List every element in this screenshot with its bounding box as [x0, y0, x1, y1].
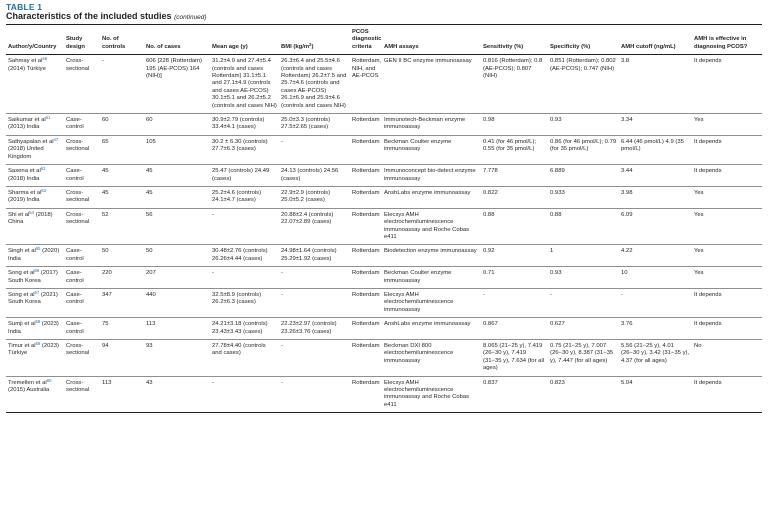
cell-age: 30.2 ± 6.30 (controls) 27.7±6.3 (cases) — [210, 135, 279, 164]
cell-bmi: 24.13 (controls) 24.56 (cases) — [279, 165, 350, 187]
cell-specificity: 0.933 — [548, 186, 619, 208]
cell-cases: 606 [228 (Rotterdam) 195 (AE-PCOS) 164 (NIH)] — [144, 55, 210, 114]
cell-author — [6, 114, 64, 136]
cell-design: Case-control — [64, 267, 100, 289]
cell-sensitivity: 0.71 — [481, 267, 548, 289]
cell-bmi: - — [279, 376, 350, 413]
table-body — [6, 55, 762, 413]
cell-cases: 440 — [144, 288, 210, 317]
table-row — [6, 165, 762, 187]
cell-author — [6, 208, 64, 245]
ref-link[interactable]: 56 — [34, 268, 40, 274]
cell-sensitivity: 0.867 — [481, 318, 548, 340]
cell-specificity: 0.851 (Rotterdam); 0.802 (AE-PCOS); 0.747 (NIH) — [548, 55, 619, 114]
cell-bmi: 20.88±2.4 (controls) 22.07±2.89 (cases) — [279, 208, 350, 245]
header-row — [6, 25, 762, 55]
author-name: Song et al — [8, 291, 35, 298]
cell-specificity: 0.75 (21−25 y), 7.007 (26−30 y), 8.387 (31−35 y), 7.447 (for all ages) — [548, 340, 619, 377]
cell-specificity: - — [548, 288, 619, 317]
col-header-controls: No. of controls — [100, 25, 144, 55]
cell-cases: 56 — [144, 208, 210, 245]
col-header-bmi — [279, 25, 350, 55]
cell-sensitivity: 0.92 — [481, 245, 548, 267]
col-header-cutoff: AMH cutoff (ng/mL) — [619, 25, 692, 55]
cell-effective: It depends — [692, 288, 762, 317]
cell-amh: Beckman DXI 800 electrochemiluminescence immunoassay — [382, 340, 481, 377]
cell-author — [6, 376, 64, 413]
cell-design: Cross-sectional — [64, 208, 100, 245]
cell-design: Cross-sectional — [64, 55, 100, 114]
cell-pcos: Rotterdam — [350, 114, 382, 136]
cell-effective: No — [692, 340, 762, 377]
cell-age: 30.9±2.79 (controls) 33.4±4.1 (cases) — [210, 114, 279, 136]
cell-controls: 94 — [100, 340, 144, 377]
author-year-country: (2023) Türkiye — [8, 343, 59, 357]
author-name: Sahmay et al — [8, 58, 43, 65]
author-name: Sumji et al — [8, 321, 36, 328]
cell-age: 24.21±3.18 (controls) 23.43±3.43 (cases) — [210, 318, 279, 340]
cell-effective: Yes — [692, 267, 762, 289]
cell-bmi: 22.9±2.9 (controls) 25.0±5.2 (cases) — [279, 186, 350, 208]
col-header-age: Mean age (y) — [210, 25, 279, 55]
table-label: TABLE 1 — [6, 2, 43, 12]
cell-design: Case-control — [64, 245, 100, 267]
author-name: Shi et al — [8, 211, 30, 218]
cell-controls: 45 — [100, 186, 144, 208]
cell-bmi: 24.98±1.64 (controls) 25.29±1.92 (cases) — [279, 245, 350, 267]
studies-table — [6, 25, 762, 413]
bmi-header-text: BMI (kg/m — [281, 43, 310, 50]
col-header-effective: AMH is effective in diagnosing PCOS? — [692, 25, 762, 55]
author-year-country: (2021) South Korea — [8, 291, 58, 306]
cell-author — [6, 165, 64, 187]
author-year-country: (2020) India — [8, 248, 60, 262]
cell-bmi: 26.3±6.4 and 25.5±4.6 (controls and cases Rotterdam) 26.2±7.5 and 25.7±4.6 (controls and cases AE-PCOS) 26.1±6.9 and 25.9±4.6 (controls and cases NIH) — [279, 55, 350, 114]
cell-pcos: Rotterdam — [350, 267, 382, 289]
table-row — [6, 340, 762, 377]
table-row — [6, 245, 762, 267]
col-header-cases: No. of cases — [144, 25, 210, 55]
cell-cutoff: 5.04 — [619, 376, 692, 413]
cell-author — [6, 318, 64, 340]
cell-pcos: Rotterdam — [350, 135, 382, 164]
cell-sensitivity: 0.816 (Rotterdam); 0.8 (AE-PCOS); 0.807 (NIH) — [481, 55, 548, 114]
author-year-country: (2019) India — [8, 197, 40, 204]
ref-link[interactable]: 59 — [35, 341, 41, 346]
ref-link[interactable]: 60 — [46, 377, 52, 383]
ref-link[interactable]: 53 — [41, 187, 47, 193]
cell-sensitivity: 0.837 — [481, 376, 548, 413]
cell-age: - — [210, 267, 279, 289]
cell-author — [6, 55, 64, 114]
cell-bmi: 22.23±2.97 (controls) 23.26±3.76 (cases) — [279, 318, 350, 340]
cell-cases: 207 — [144, 267, 210, 289]
cell-controls: 113 — [100, 376, 144, 413]
continued-note: (continued) — [174, 14, 207, 21]
cell-design: Case-control — [64, 288, 100, 317]
cell-controls: 347 — [100, 288, 144, 317]
table-row — [6, 208, 762, 245]
cell-amh: AnshLabs enzyme immunoassay — [382, 186, 481, 208]
table-row — [6, 135, 762, 164]
col-header-sensitivity: Sensitivity (%) — [481, 25, 548, 55]
col-header-author: Author/y/Country — [6, 25, 64, 55]
cell-bmi: 25.0±3.3 (controls) 27.5±2.65 (cases) — [279, 114, 350, 136]
cell-cases: 60 — [144, 114, 210, 136]
ref-link[interactable]: 51 — [45, 115, 51, 121]
cell-cases: 93 — [144, 340, 210, 377]
table-row — [6, 288, 762, 317]
author-year-country: (2023) India — [8, 321, 59, 335]
cell-effective: It depends — [692, 318, 762, 340]
cell-age: 25.47 (controls) 24.49 (cases) — [210, 165, 279, 187]
author-name: Saikumar et al — [8, 117, 46, 124]
cell-author — [6, 267, 64, 289]
cell-cases: 50 — [144, 245, 210, 267]
cell-controls: 50 — [100, 245, 144, 267]
cell-specificity: 6.889 — [548, 165, 619, 187]
cell-sensitivity: 7.778 — [481, 165, 548, 187]
cell-specificity: 0.93 — [548, 267, 619, 289]
cell-pcos: Rotterdam — [350, 288, 382, 317]
author-name: Tremellen et al — [8, 379, 47, 386]
cell-cutoff: 3.44 — [619, 165, 692, 187]
cell-effective: It depends — [692, 165, 762, 187]
cell-amh: Immunotech-Beckman enzyme immunoassay — [382, 114, 481, 136]
cell-age: - — [210, 376, 279, 413]
author-year-country: (2014) Türkiye — [8, 65, 46, 72]
cell-pcos: Rotterdam — [350, 318, 382, 340]
cell-sensitivity: 0.88 — [481, 208, 548, 245]
cell-cutoff: - — [619, 288, 692, 317]
cell-amh: Immunoconcept bio-detect enzyme immunoassay — [382, 165, 481, 187]
table-row — [6, 267, 762, 289]
cell-sensitivity: 0.98 — [481, 114, 548, 136]
author-name: Saxena et al — [8, 168, 41, 175]
cell-sensitivity: - — [481, 288, 548, 317]
cell-amh: Elecsys AMH electrochemiluminescence immunoassay and Roche Cobas e411 — [382, 376, 481, 413]
cell-amh: GEN II BC enzyme immunoassay — [382, 55, 481, 114]
cell-cutoff: 3.76 — [619, 318, 692, 340]
cell-age: 25.2±4.6 (controls) 24.1±4.7 (cases) — [210, 186, 279, 208]
cell-pcos: Rotterdam — [350, 165, 382, 187]
cell-amh: Elecsys AMH electrochemiluminescence immunoassay — [382, 288, 481, 317]
cell-design: Cross-sectional — [64, 186, 100, 208]
table-row — [6, 376, 762, 413]
author-year-country: (2018) United Kingdom — [8, 146, 44, 160]
cell-amh: AnshLabs enzyme immunoassay — [382, 318, 481, 340]
ref-link[interactable]: 46 — [42, 56, 48, 62]
cell-author — [6, 245, 64, 267]
cell-controls: 52 — [100, 208, 144, 245]
ref-link[interactable]: 54 — [29, 209, 34, 215]
ref-link[interactable]: 52 — [40, 166, 46, 172]
cell-effective: It depends — [692, 55, 762, 114]
cell-cutoff: 5.56 (21−25 y), 4.01 (26−30 y), 3.42 (31−35 y), 4.37 (for all ages) — [619, 340, 692, 377]
ref-link[interactable]: 47 — [53, 136, 59, 142]
cell-age: 30.48±2.76 (controls) 26.26±4.44 (cases) — [210, 245, 279, 267]
ref-link[interactable]: 55 — [35, 246, 41, 252]
col-header-pcos: PCOS diagnostic criteria — [350, 25, 382, 55]
cell-cutoff: 10 — [619, 267, 692, 289]
col-header-amh: AMH assays — [382, 25, 481, 55]
cell-amh: Beckman Coulter enzyme immunoassay — [382, 135, 481, 164]
cell-design: Cross-sectional — [64, 135, 100, 164]
cell-cutoff: 6.44 (46 pmol/L) 4.9 (35 pmol/L) — [619, 135, 692, 164]
cell-effective: It depends — [692, 135, 762, 164]
cell-author — [6, 340, 64, 377]
cell-effective: Yes — [692, 245, 762, 267]
table-row — [6, 318, 762, 340]
cell-pcos: Rotterdam — [350, 186, 382, 208]
author-year-country: (2015) Australia — [8, 387, 50, 394]
author-name: Sharma et al — [8, 189, 42, 196]
ref-link[interactable]: 58 — [35, 319, 41, 325]
cell-age: 27.78±4.40 (controls and cases) — [210, 340, 279, 377]
cell-sensitivity: 8.065 (21−25 y), 7.419 (26−30 y), 7.419 (31−35 y), 7.634 (for all ages) — [481, 340, 548, 377]
cell-cases: 45 — [144, 165, 210, 187]
cell-controls: - — [100, 55, 144, 114]
cell-bmi: - — [279, 135, 350, 164]
col-header-design: Study design — [64, 25, 100, 55]
cell-sensitivity: 0.822 — [481, 186, 548, 208]
cell-effective: Yes — [692, 114, 762, 136]
cell-cases: 113 — [144, 318, 210, 340]
cell-pcos: Rotterdam — [350, 340, 382, 377]
cell-effective: It depends — [692, 376, 762, 413]
cell-age: 32.5±8.9 (controls) 26.2±6.3 (cases) — [210, 288, 279, 317]
cell-amh: Beckman Coulter enzyme immunoassay — [382, 267, 481, 289]
ref-link[interactable]: 57 — [34, 289, 40, 295]
cell-controls: 65 — [100, 135, 144, 164]
cell-author — [6, 186, 64, 208]
cell-specificity: 0.627 — [548, 318, 619, 340]
table-title — [6, 11, 207, 21]
cell-sensitivity: 0.41 (for 46 pmol/L); 0.55 (for 35 pmol/L) — [481, 135, 548, 164]
author-name: Singh et al — [8, 248, 36, 255]
cell-bmi: - — [279, 340, 350, 377]
cell-specificity: 0.86 (for 46 pmol/L); 0.79 (for 35 pmol/L) — [548, 135, 619, 164]
cell-age: - — [210, 208, 279, 245]
cell-specificity: 0.823 — [548, 376, 619, 413]
cell-cutoff: 3.8 — [619, 55, 692, 114]
author-name: Sathyapalan et al — [8, 138, 54, 145]
cell-design: Case-control — [64, 114, 100, 136]
author-year-country: (2018) India — [8, 175, 40, 182]
cell-controls: 45 — [100, 165, 144, 187]
cell-cutoff: 6.09 — [619, 208, 692, 245]
cell-pcos: Rotterdam — [350, 245, 382, 267]
cell-amh: Elecsys AMH electrochemiluminescence immunoassay and Roche Cobas e411 — [382, 208, 481, 245]
cell-bmi: - — [279, 267, 350, 289]
table-title-text: Characteristics of the included studies — [6, 11, 172, 21]
cell-specificity: 0.88 — [548, 208, 619, 245]
cell-design: Cross-sectional — [64, 376, 100, 413]
cell-controls: 75 — [100, 318, 144, 340]
table-row — [6, 55, 762, 114]
cell-bmi: - — [279, 288, 350, 317]
cell-author — [6, 135, 64, 164]
cell-specificity: 1 — [548, 245, 619, 267]
cell-cases: 43 — [144, 376, 210, 413]
author-name: Song et al — [8, 270, 35, 277]
cell-design: Cross-sectional — [64, 340, 100, 377]
cell-pcos: Rotterdam — [350, 208, 382, 245]
author-year-country: (2018) China — [8, 211, 53, 226]
bmi-header-sup: 2 — [309, 41, 312, 47]
cell-design: Case-control — [64, 165, 100, 187]
cell-effective: Yes — [692, 186, 762, 208]
cell-controls: 220 — [100, 267, 144, 289]
table-row — [6, 114, 762, 136]
cell-specificity: 0.93 — [548, 114, 619, 136]
cell-cutoff: 4.22 — [619, 245, 692, 267]
cell-cases: 105 — [144, 135, 210, 164]
cell-age: 31.2±4.9 and 27.4±5.4 (controls and cases Rotterdam) 31.1±5.1 and 27.1±4.9 (controls and cases AE-PCOS) 30.1±5.1 and 26.2±5.2 (controls and cases NIH) — [210, 55, 279, 114]
cell-pcos: Rotterdam, NIH, and AE-PCOS — [350, 55, 382, 114]
author-year-country: (2017) South Korea — [8, 270, 58, 284]
author-name: Timur et al — [8, 343, 36, 349]
author-year-country: (2013) India — [8, 124, 40, 131]
cell-design: Case-control — [64, 318, 100, 340]
col-header-specificity: Specificity (%) — [548, 25, 619, 55]
cell-cutoff: 3.34 — [619, 114, 692, 136]
table-row — [6, 186, 762, 208]
cell-cutoff: 3.98 — [619, 186, 692, 208]
cell-amh: Biodetection enzyme immunoassay — [382, 245, 481, 267]
cell-author — [6, 288, 64, 317]
cell-controls: 60 — [100, 114, 144, 136]
bmi-header-close: ) — [311, 43, 314, 50]
cell-effective: Yes — [692, 208, 762, 245]
cell-pcos: Rotterdam — [350, 376, 382, 413]
cell-cases: 45 — [144, 186, 210, 208]
